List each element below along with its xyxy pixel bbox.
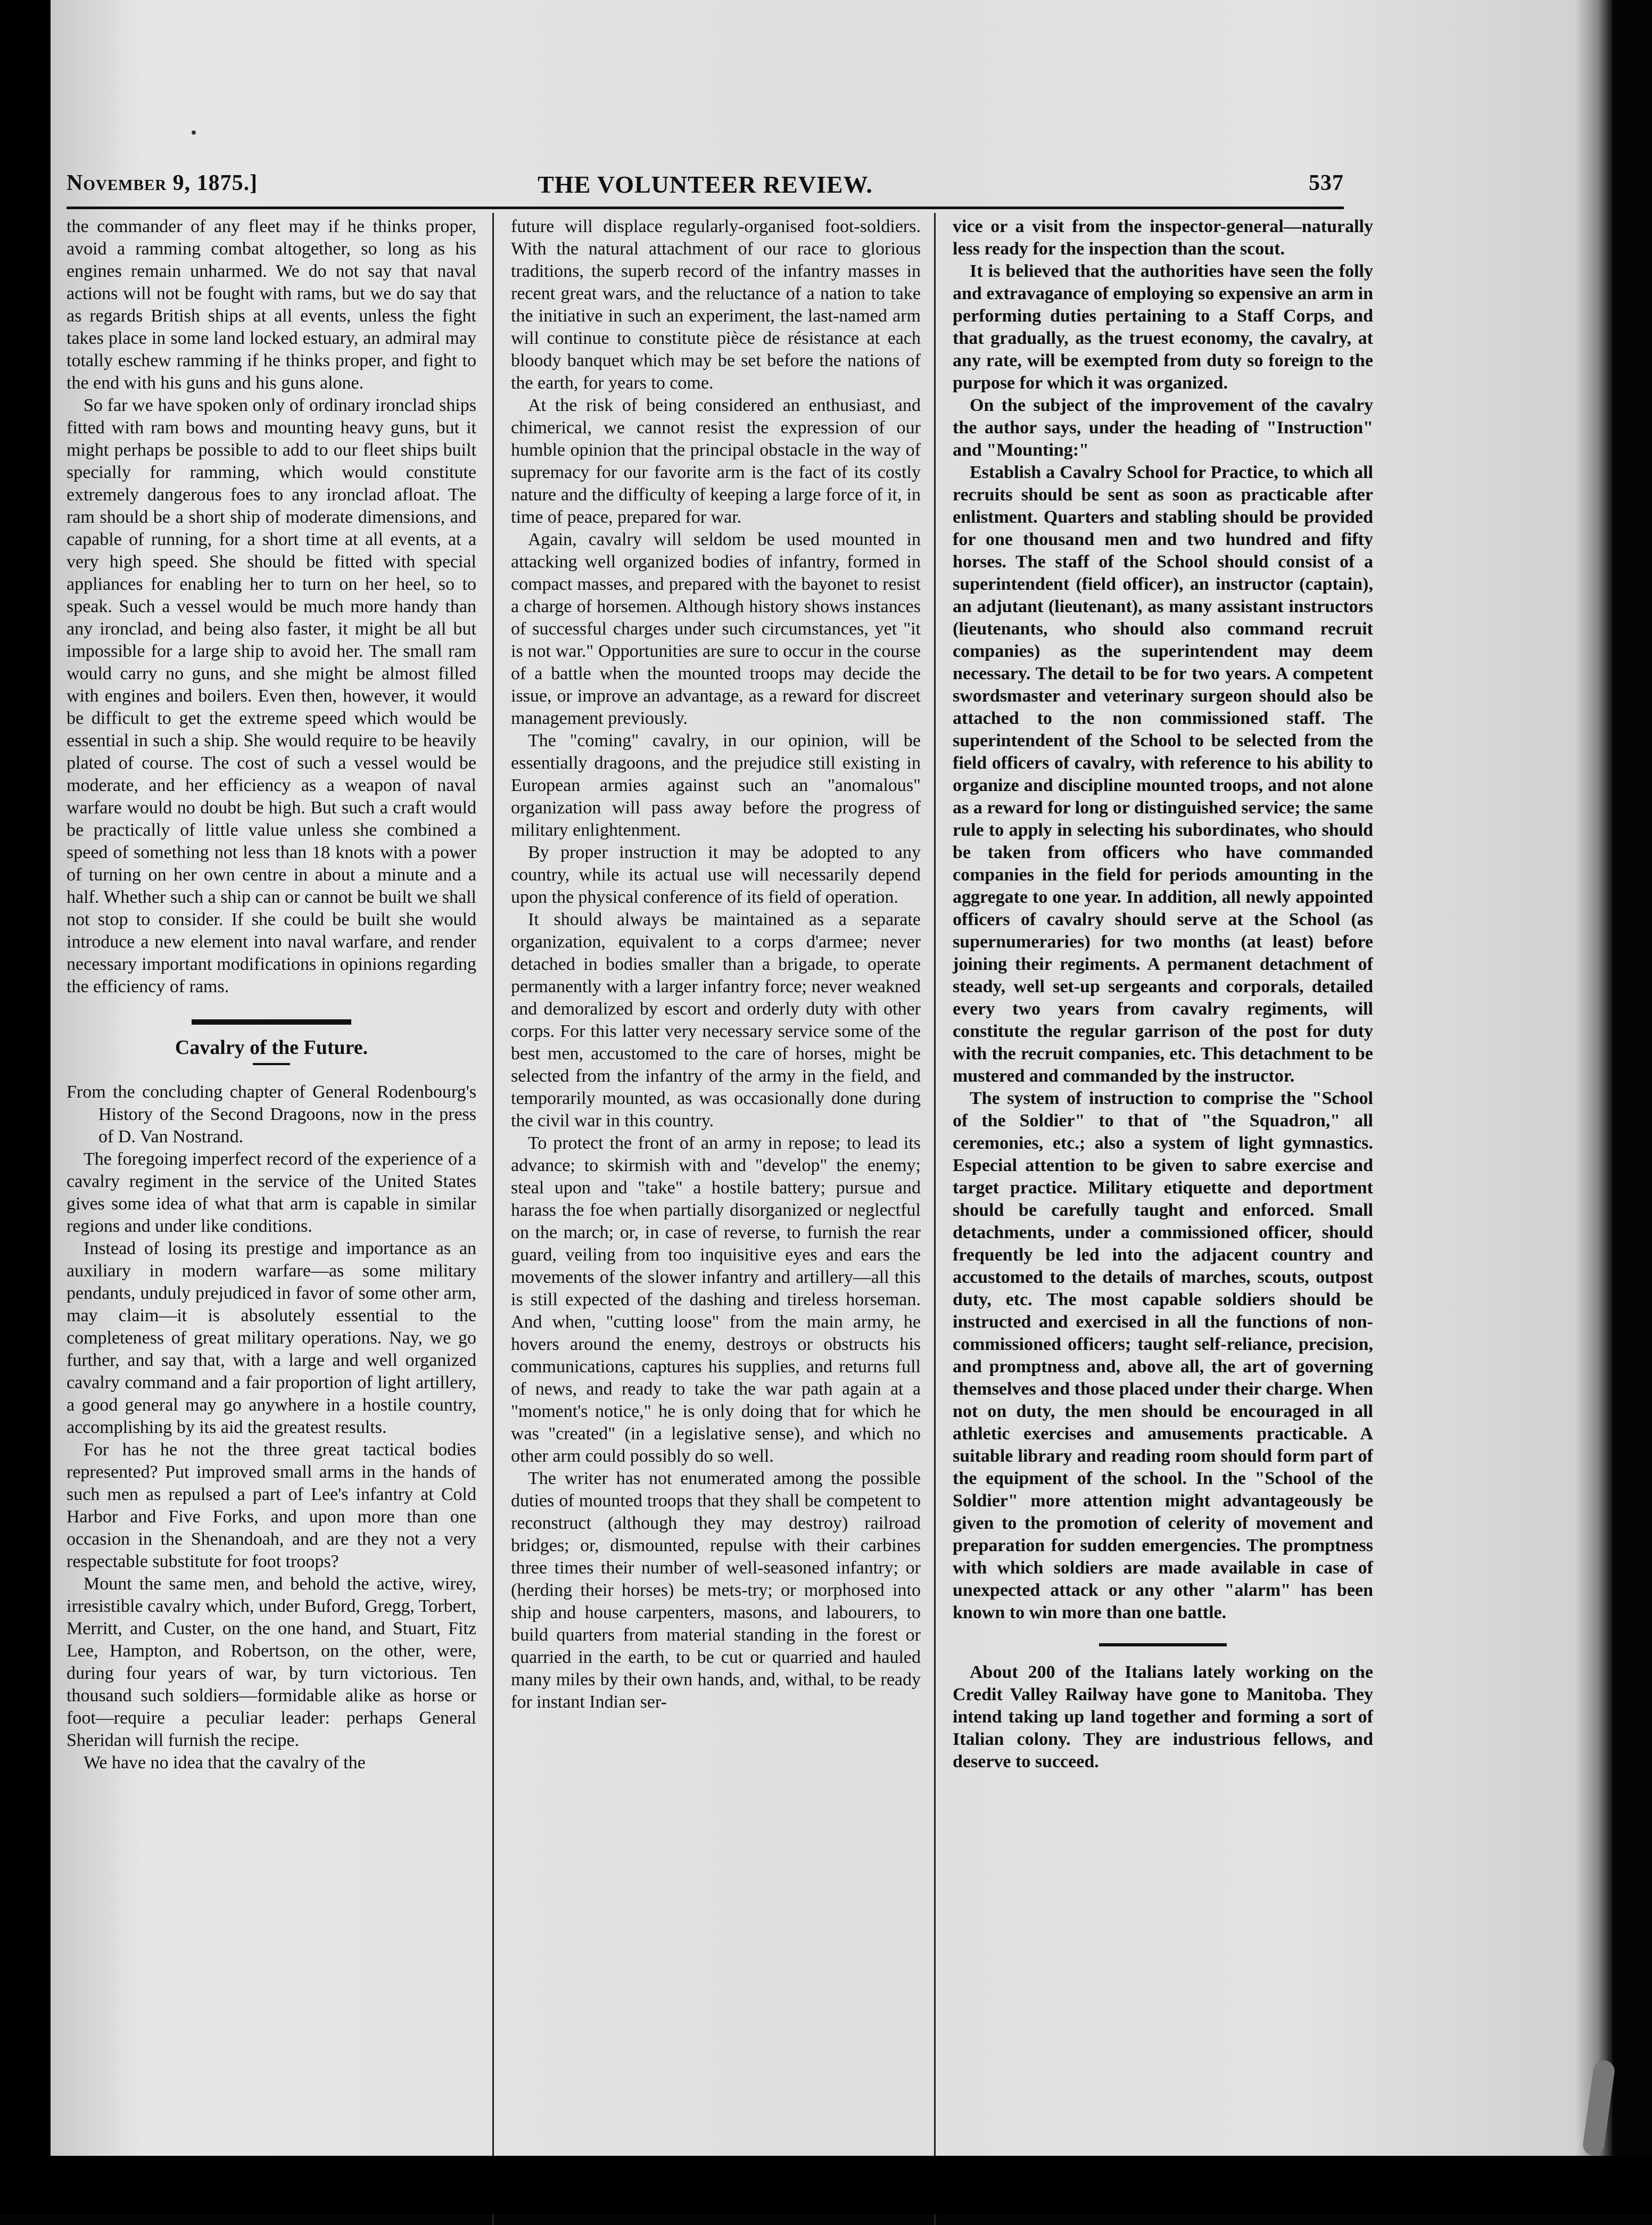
article-paragraph: The writer has not enumerated among the possible duties of mounted troops that they shall be competent to reconstruct (although they may destroy) railroad bridges; or, dismounted, repulse with their carbines three times their number of well-seasoned infantry; or (herding their horses) be mets-try; or morphosed into ship and house carpenters, masons, and labourers, to build quarters from material standing in the forest or quarried in the earth, to be cut or quarried and hauled many miles by their own hands, and, withal, to be ready for instant Indian ser-	[511, 1469, 921, 1712]
article-paragraph: At the risk of being considered an enthusiast, and chimerical, we cannot resist the expression of our humble opinion that the principal obstacle in the way of supremacy for our favorite arm is the fact of its costly nature and the difficulty of keeping a large force of it, in time of peace, prepared for war.	[511, 395, 921, 527]
article-paragraph: Again, cavalry will seldom be used mounted in attacking well organized bodies of infantry, formed in compact masses, and prepared with the bayonet to resist a charge of horsemen. Although history shows instances of successful charges under such circumstances, yet "it is not war." Opportunities are sure to occur in the course of a battle when the mounted troops may decide the issue, or improve an advantage, as a reward for discreet management previously.	[511, 530, 921, 728]
issue-date: November 9, 1875.]	[67, 171, 258, 195]
article-paragraph: By proper instruction it may be adopted to any country, while its actual use will necessarily depend upon the physical conference of its field of operation.	[511, 843, 921, 907]
article-paragraph: Establish a Cavalry School for Practice, to which all recruits should be sent as soon as practicable after enlistment. Quarters and stabling should be provided for one thousand men and two hundred and fifty horses. The staff of the School should consist of a superintendent (field officer), an instructor (captain), an adjutant (lieutenant), as many assistant instructors (lieutenants, who should also command recruit companies) as the superintendent may deem necessary. The detail to be for two years. A competent swordsmaster and veterinary surgeon should also be attached to the non commissioned staff. The superintendent of the School to be selected from the field officers of cavalry, with reference to his ability to organize and discipline mounted troops, and not alone as a reward for long or distinguished service; the same rule to apply in selecting his subordinates, who should be taken from officers who have commanded companies in the field for periods amounting in the aggregate to one year. In addition, all newly appointed officers of cavalry should serve at the School (as supernumeraries) for two months (at least) before joining their regiments. A permanent detachment of steady, well set-up sergeants and corporals, detailed every two years from cavalry regiments, will constitute the regular garrison of the post for duty with the recruit companies, etc. This detachment to be mustered and commanded by the instructor.	[953, 463, 1373, 1086]
article-paragraph: We have no idea that the cavalry of the	[84, 1753, 366, 1773]
scan-speck	[192, 130, 196, 135]
publication-title: THE VOLUNTEER REVIEW.	[538, 171, 873, 198]
article-paragraph: vice or a visit from the inspector-general—naturally less ready for the inspection than the scout.	[953, 217, 1373, 259]
column-2	[511, 216, 921, 1713]
article-paragraph: the commander of any fleet may if he thinks proper, avoid a ramming combat altogether, so long as his engines remain unharmed. We do not say that naval actions will not be fought with rams, but we do say that as regards British ships at all events, unless the fight takes place in some land locked estuary, an admiral may totally eschew ramming if he thinks proper, and fight to the end with his guns and his guns alone.	[67, 217, 476, 393]
article-paragraph: future will displace regularly-organised foot-soldiers. With the natural attachment of our race to glorious traditions, the superb record of the infantry masses in recent great wars, and the reluctance of a nation to take the initiative in such an experiment, the last-named arm will continue to constitute pièce de résistance at each bloody banquet which may be set before the nations of the earth, for years to come.	[511, 217, 921, 393]
article-paragraph: The foregoing imperfect record of the experience of a cavalry regiment in the service of the United States gives some idea of what that arm is capable in similar regions and under like conditions.	[67, 1149, 476, 1236]
article-paragraph: Mount the same men, and behold the active, wirey, irresistible cavalry which, under Buford, Gregg, Torbert, Merritt, and Custer, on the one hand, and Stuart, Fitz Lee, Hampton, and Robertson, on the other, were, during four years of war, by turn victorious. Ten thousand such soldiers—formidable alike as horse or foot—require a peculiar leader: perhaps General Sheridan will furnish the recipe.	[67, 1574, 476, 1750]
column-1	[67, 216, 476, 1774]
article-paragraph: It should always be maintained as a separate organization, equivalent to a corps d'armee; never detached in bodies smaller than a brigade, to operate permanently with a larger infantry force; never weakned and demoralized by escort and orderly duty with other corps. For this latter very necessary service some of the best men, accustomed to the care of horses, might be selected from the infantry of the army in the field, and temporarily mounted, as was occasionally done during the civil war in this country.	[511, 910, 921, 1131]
page-fold-shadow	[1575, 0, 1613, 2177]
article-intro	[67, 1081, 476, 1148]
column-3	[953, 216, 1373, 1773]
news-notice: About 200 of the Italians lately working on the Credit Valley Railway have gone to Manitoba. They intend taking up land together and forming a sort of Italian colony. They are industrious fellows, and deserve to succeed.	[953, 1662, 1373, 1771]
intro-paragraph: From the concluding chapter of General Rodenbourg's History of the Second Dragoons, now in the press of D. Van Nostrand.	[67, 1082, 476, 1147]
section-separator	[192, 1019, 351, 1025]
article-paragraph: Instead of losing its prestige and importance as an auxiliary in modern warfare—as some military pendants, unduly prejudiced in favor of some other arm, may claim—it is absolutely essential to the completeness of great military operations. Nay, we go further, and say that, with a large and well organized cavalry command and a fair proportion of light artillery, a good general may go anywhere in a hostile country, accomplishing by its aid the greatest results.	[67, 1239, 476, 1437]
column-divider	[934, 213, 936, 2225]
article-paragraph: For has he not the three great tactical bodies represented? Put improved small arms in the hands of such men as repulsed a part of Lee's infantry at Cold Harbor and Five Forks, and upon more than one occasion in the Shenandoah, and are they not a very respectable substitute for foot troops?	[67, 1440, 476, 1571]
article-title: Cavalry of the Future.	[175, 1036, 368, 1059]
title-underline	[253, 1063, 290, 1065]
article-paragraph: To protect the front of an army in repose; to lead its advance; to skirmish with and "develop" the enemy; steal upon and "take" a hostile battery; pursue and harass the foe when partially disorganized or neglectful on the march; or, in case of reverse, to furnish the rear guard, veiling from too inquisitive eyes and ears the movements of the slower infantry and artillery—all this is still expected of the dashing and tireless horseman. And when, "cutting loose" from the main army, he hovers around the enemy, destroys or obstructs his communications, captures his supplies, and returns full of news, and ready to take the war path again at a "moment's notice," he is only doing that for which he was "created" (in a legislative sense), and which no other arm could possibly do so well.	[511, 1133, 921, 1466]
section-separator	[1099, 1643, 1227, 1646]
column-divider	[492, 213, 494, 2225]
article-paragraph: The system of instruction to comprise the "School of the Soldier" to that of "the Squadron," all ceremonies, etc.; also a system of light gymnastics. Especial attention to be given to sabre exercise and target practice. Military etiquette and deportment should be carefully taught and enforced. Small detachments, under a commissioned officer, should frequently be led into the adjacent country and accustomed to the details of marches, scouts, outpost duty, etc. The most capable soldiers should be instructed and exercised in all the functions of non-commissioned officers; taught self-reliance, precision, and promptness and, above all, the art of governing themselves and those placed under their charge. When not on duty, the men should be encouraged in all athletic exercises and amusements practicable. A suitable library and reading room should form part of the equipment of the school. In the "School of the Soldier" more attention might advantageously be given to the promotion of celerity of movement and preparation for sudden emergencies. The promptness with which soldiers are made available in case of unexpected attack or any other "alarm" has been known to win more than one battle.	[953, 1089, 1373, 1622]
header-rule	[67, 207, 1344, 209]
article-paragraph: It is believed that the authorities have seen the folly and extravagance of employing so expensive an arm in performing duties pertaining to a Staff Corps, and that gradually, as the truest economy, the cavalry, at any rate, will be exempted from duty so foreign to the purpose for which it was organized.	[953, 261, 1373, 393]
scan-border-bottom	[0, 2156, 1652, 2214]
page-number: 537	[1309, 171, 1344, 195]
article-paragraph: The "coming" cavalry, in our opinion, will be essentially dragoons, and the prejudice still existing in European armies against such an "anomalous" organization will pass away before the progress of military enlightenment.	[511, 731, 921, 840]
article-paragraph: So far we have spoken only of ordinary ironclad ships fitted with ram bows and mounting heavy guns, but it might perhaps be possible to add to our fleet ships built specially for ramming, which would constitute extremely dangerous foes to any ironclad afloat. The ram should be a short ship of moderate dimensions, and capable of running, for a short time at all events, at a very high speed. She should be fitted with special appliances for enabling her to turn on her heel, so to speak. Such a vessel would be much more handy than any ironclad, and being also faster, it might be all but impossible for a large ship to avoid her. The small ram would carry no guns, and she might be almost filled with engines and boilers. Even then, however, it would be difficult to get the extreme speed which would be essential in such a ship. She would require to be heavily plated of course. The cost of such a vessel would be moderate, and her efficiency as a weapon of naval warfare would no doubt be high. But such a craft would be practically of little value unless she combined a speed of something not less than 18 knots with a power of turning on her own centre in about a minute and a half. Whether such a ship can or cannot be built we shall not stop to consider. If she could be built she would introduce a new element into naval warfare, and render necessary important modifications in opinions regarding the efficiency of rams.	[67, 395, 476, 996]
scan-border-left	[0, 0, 59, 2214]
article-paragraph: On the subject of the improvement of the cavalry the author says, under the heading of "Instruction" and "Mounting:"	[953, 395, 1373, 460]
